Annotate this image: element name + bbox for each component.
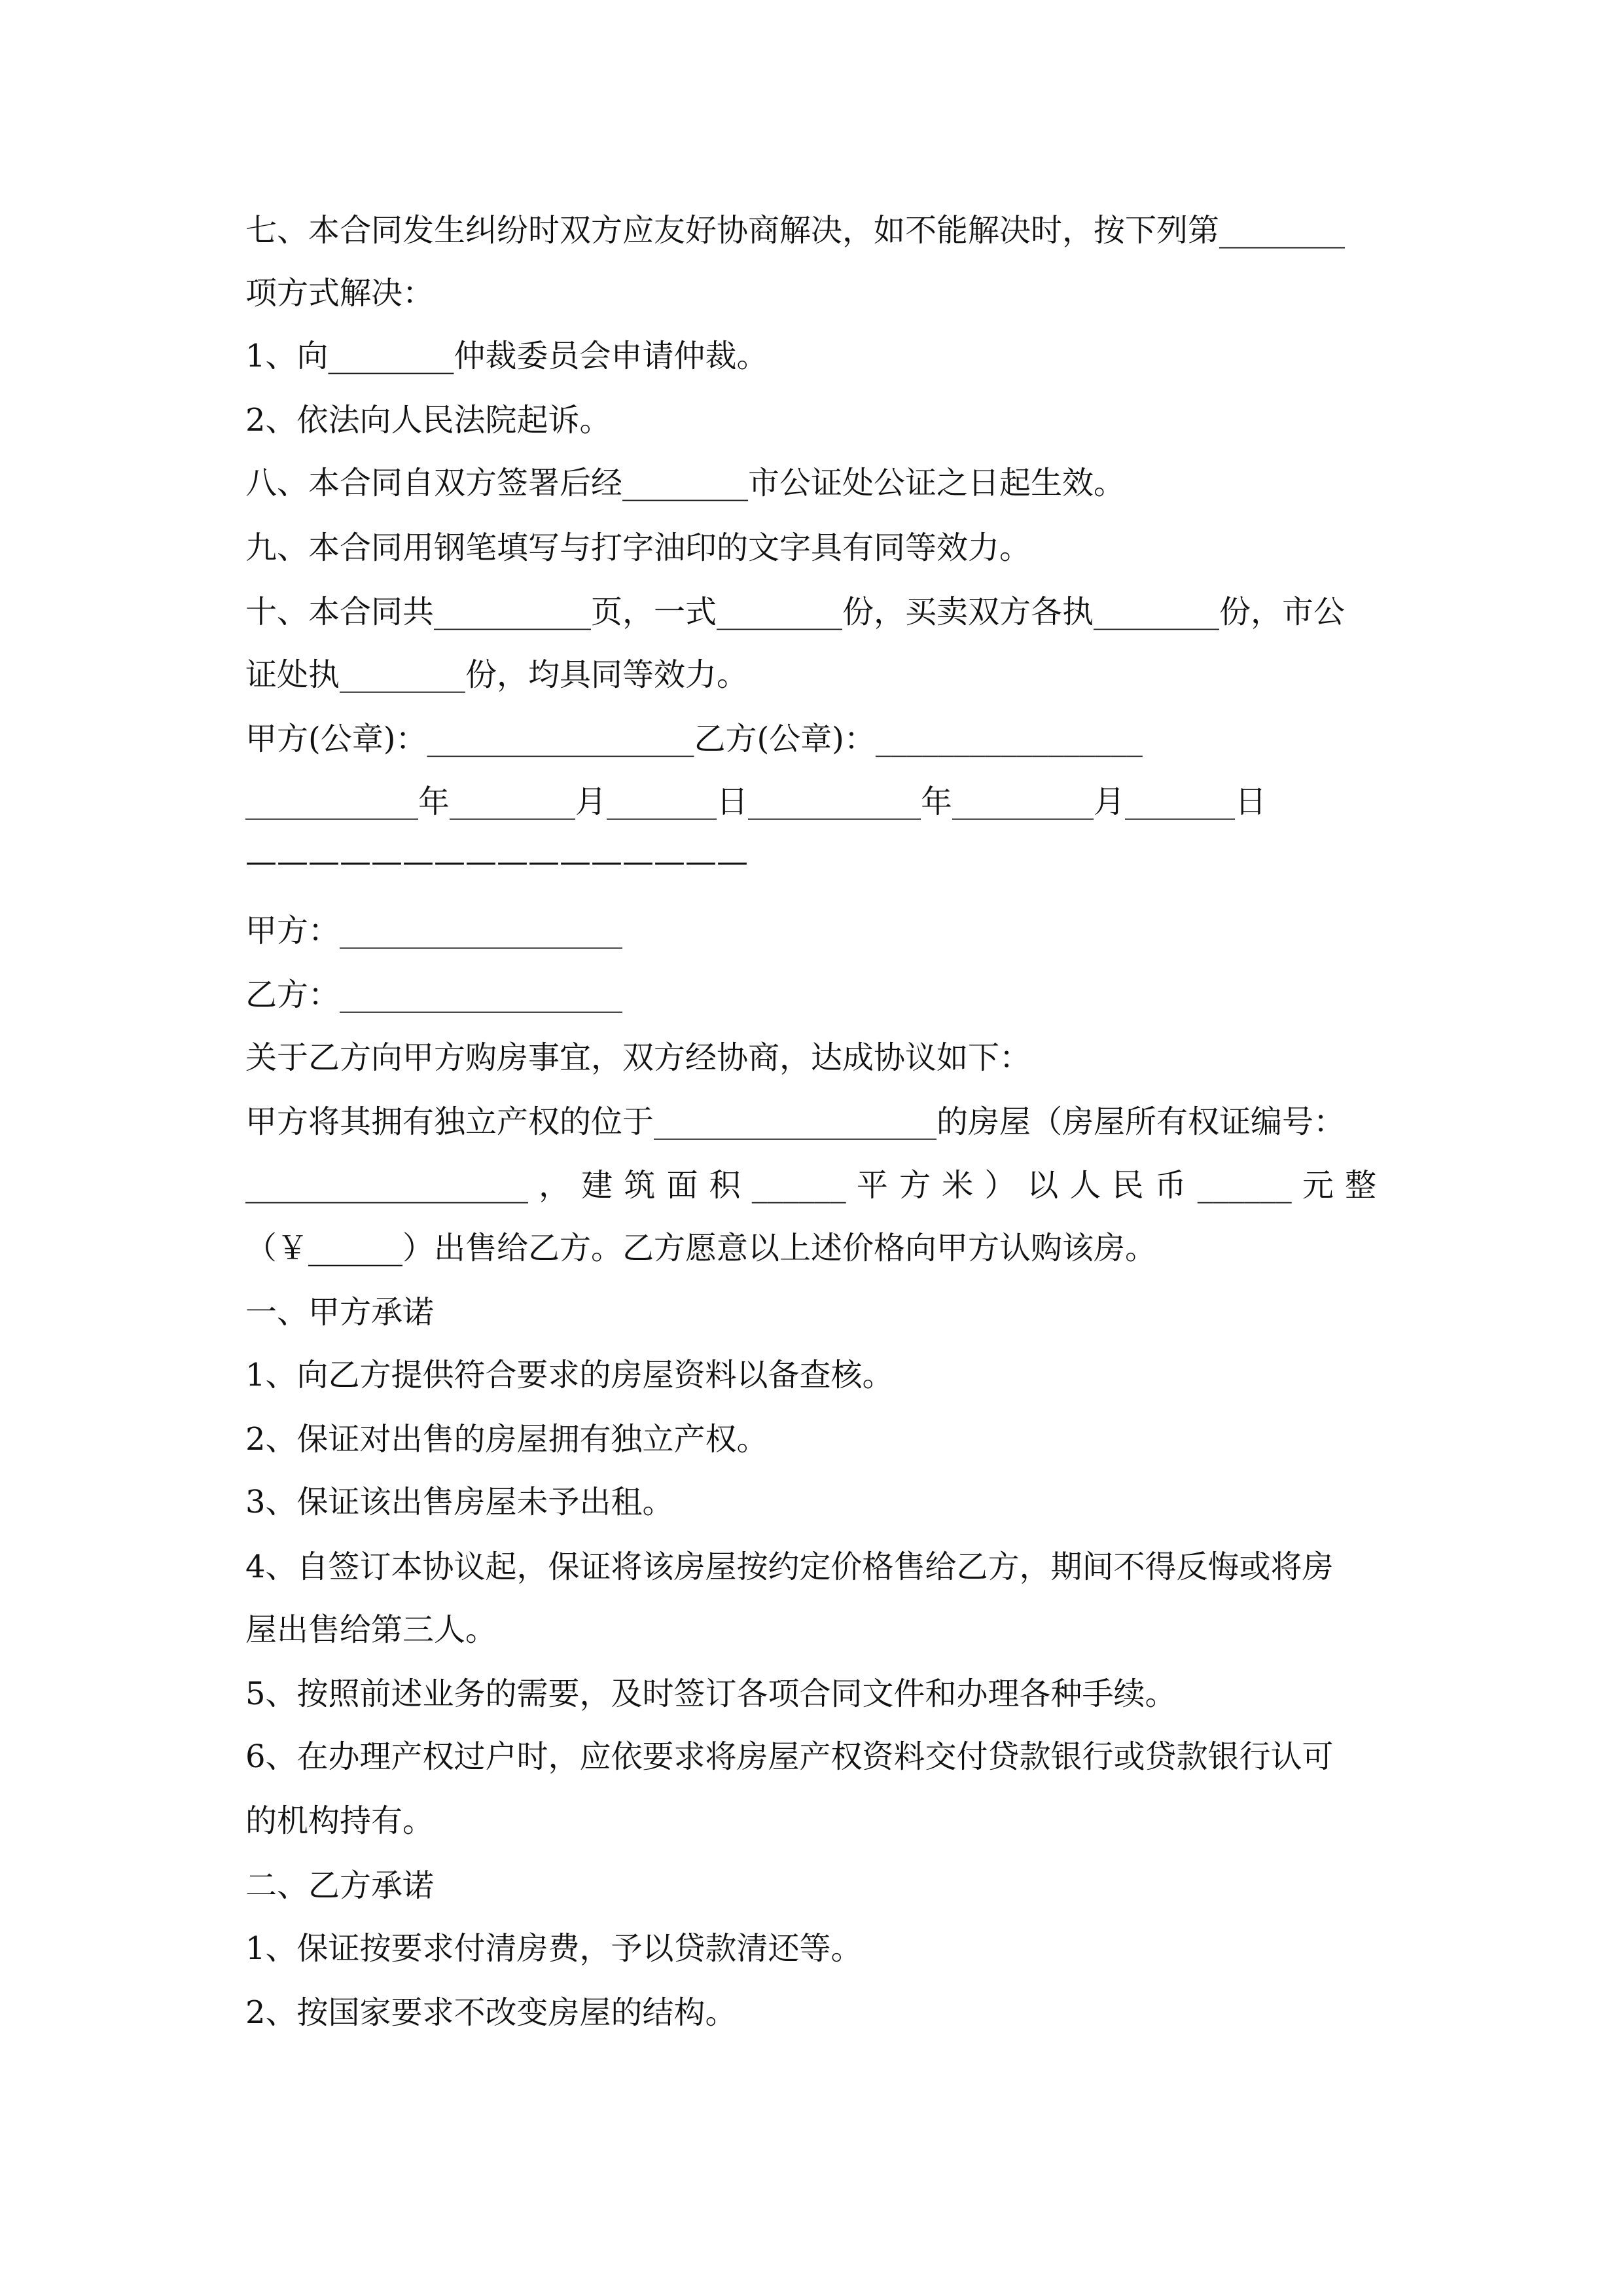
section-1-item-3: 3、保证该出售房屋未予出租。 [245,1484,674,1520]
clause-8: 八、本合同自双方签署后经________市公证处公证之日起生效。 [245,465,1126,501]
property-line-2: __________________ ， 建 筑 面 积 ______ 平 方 米 ） 以 人 民 币 ______ 元 整 [245,1167,1376,1204]
section-1-item-4-line-2: 屋出售给第三人。 [245,1611,497,1648]
section-2-item-2: 2、按国家要求不改变房屋的结构。 [245,1994,737,2031]
date-line: ___________年________月_______日___________年_________月_______日 [245,783,1267,820]
separator-dashes: ———————————————— [245,843,748,880]
section-1-item-1: 1、向乙方提供符合要求的房屋资料以备查核。 [245,1357,894,1393]
agreement-intro: 关于乙方向甲方购房事宜，双方经协商，达成协议如下： [245,1039,1031,1076]
property-line-1: 甲方将其拥有独立产权的位于__________________的房屋（房屋所有权证编号： [245,1103,1346,1140]
clause-7-line-1: 七、本合同发生纠纷时双方应友好协商解决，如不能解决时，按下列第________ [245,212,1346,249]
clause-10-line-1: 十、本合同共__________页，一式________份，买卖双方各执________份，市公 [245,594,1346,630]
section-1-item-2: 2、保证对出售的房屋拥有独立产权。 [245,1421,768,1458]
seal-line: 甲方(公章)：_________________乙方(公章)：_________________ [245,721,1143,757]
party-a-line: 甲方：__________________ [245,912,623,949]
clause-7-line-2: 项方式解决： [245,275,435,312]
clause-7-option-2: 2、依法向人民法院起诉。 [245,402,611,439]
clause-9: 九、本合同用钢笔填写与打字油印的文字具有同等效力。 [245,529,1031,566]
section-1-heading: 一、甲方承诺 [245,1294,435,1331]
section-2-item-1: 1、保证按要求付清房费，予以贷款清还等。 [245,1930,863,1967]
section-1-item-5: 5、按照前述业务的需要，及时签订各项合同文件和办理各种手续。 [245,1676,1177,1712]
section-1-item-6-line-2: 的机构持有。 [245,1803,435,1839]
property-line-3: （￥______）出售给乙方。乙方愿意以上述价格向甲方认购该房。 [245,1230,1157,1266]
clause-7-option-1: 1、向________仲裁委员会申请仲裁。 [245,338,768,374]
section-1-item-6-line-1: 6、在办理产权过户时，应依要求将房屋产权资料交付贷款银行或贷款银行认可 [245,1738,1334,1775]
section-1-item-4-line-1: 4、自签订本协议起，保证将该房屋按约定价格售给乙方，期间不得反悔或将房 [245,1549,1334,1585]
clause-10-line-2: 证处执________份，均具同等效力。 [245,656,749,693]
section-2-heading: 二、乙方承诺 [245,1867,435,1904]
party-b-line: 乙方：__________________ [245,977,623,1013]
